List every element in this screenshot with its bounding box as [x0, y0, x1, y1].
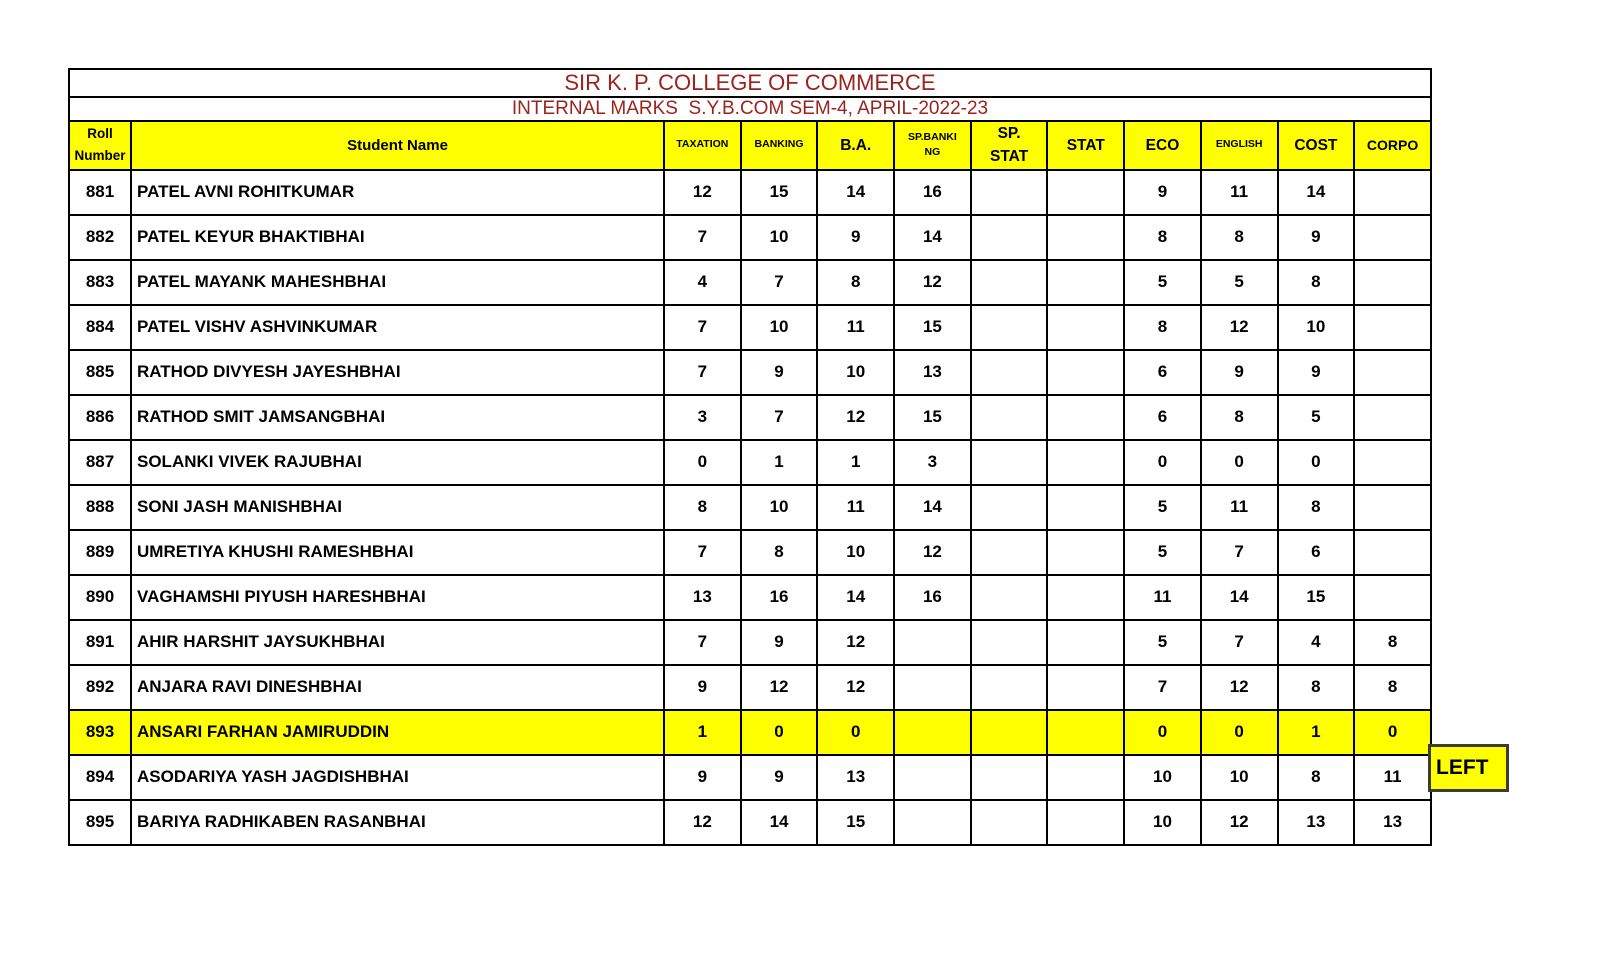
- student-name-cell: SOLANKI VIVEK RAJUBHAI: [131, 440, 664, 485]
- mark-cell-corpo: [1354, 350, 1431, 395]
- mark-cell-sp-banking: 3: [894, 440, 971, 485]
- mark-cell-sp-stat: [971, 710, 1048, 755]
- student-name-cell: VAGHAMSHI PIYUSH HARESHBHAI: [131, 575, 664, 620]
- mark-cell-stat: [1047, 260, 1124, 305]
- mark-cell-stat: [1047, 440, 1124, 485]
- mark-cell-sp-banking: 14: [894, 215, 971, 260]
- mark-cell-sp-banking: 14: [894, 485, 971, 530]
- mark-cell-english: 7: [1201, 530, 1278, 575]
- mark-cell-ba: 13: [817, 755, 894, 800]
- mark-cell-eco: 0: [1124, 440, 1201, 485]
- mark-cell-banking: 9: [741, 755, 818, 800]
- roll-number-cell: 892: [69, 665, 131, 710]
- mark-cell-taxation: 8: [664, 485, 741, 530]
- student-name-cell: PATEL AVNI ROHITKUMAR: [131, 170, 664, 215]
- table-row: [69, 620, 1431, 665]
- mark-cell-cost: 8: [1278, 665, 1355, 710]
- student-name-cell: SONI JASH MANISHBHAI: [131, 485, 664, 530]
- mark-cell-eco: 10: [1124, 800, 1201, 845]
- mark-cell-english: 5: [1201, 260, 1278, 305]
- mark-cell-taxation: 1: [664, 710, 741, 755]
- column-header-english: ENGLISH: [1201, 121, 1278, 170]
- mark-cell-taxation: 7: [664, 215, 741, 260]
- mark-cell-taxation: 12: [664, 800, 741, 845]
- mark-cell-corpo: 11: [1354, 755, 1431, 800]
- mark-cell-cost: 5: [1278, 395, 1355, 440]
- mark-cell-sp-banking: [894, 755, 971, 800]
- mark-cell-sp-stat: [971, 440, 1048, 485]
- mark-cell-english: 10: [1201, 755, 1278, 800]
- mark-cell-taxation: 4: [664, 260, 741, 305]
- mark-cell-banking: 7: [741, 395, 818, 440]
- mark-cell-stat: [1047, 755, 1124, 800]
- mark-cell-cost: 9: [1278, 215, 1355, 260]
- mark-cell-cost: 10: [1278, 305, 1355, 350]
- student-name-cell: RATHOD DIVYESH JAYESHBHAI: [131, 350, 664, 395]
- mark-cell-stat: [1047, 800, 1124, 845]
- mark-cell-sp-stat: [971, 395, 1048, 440]
- mark-cell-eco: 5: [1124, 620, 1201, 665]
- mark-cell-banking: 0: [741, 710, 818, 755]
- mark-cell-eco: 11: [1124, 575, 1201, 620]
- mark-cell-sp-banking: [894, 620, 971, 665]
- mark-cell-english: 14: [1201, 575, 1278, 620]
- mark-cell-banking: 8: [741, 530, 818, 575]
- roll-header-line2: Number: [74, 148, 126, 164]
- mark-cell-sp-banking: [894, 710, 971, 755]
- table-row: [69, 665, 1431, 710]
- college-title: SIR K. P. COLLEGE OF COMMERCE: [69, 69, 1431, 97]
- mark-cell-sp-banking: 13: [894, 350, 971, 395]
- mark-cell-eco: 0: [1124, 710, 1201, 755]
- mark-cell-corpo: [1354, 440, 1431, 485]
- mark-cell-english: 0: [1201, 710, 1278, 755]
- mark-cell-corpo: [1354, 485, 1431, 530]
- mark-cell-banking: 10: [741, 305, 818, 350]
- column-header-student-name: Student Name: [131, 121, 664, 170]
- mark-cell-corpo: 0: [1354, 710, 1431, 755]
- column-header-corpo: CORPO: [1354, 121, 1431, 170]
- mark-cell-banking: 14: [741, 800, 818, 845]
- table-row: [69, 440, 1431, 485]
- student-name-cell: PATEL KEYUR BHAKTIBHAI: [131, 215, 664, 260]
- table-row: [69, 755, 1431, 800]
- mark-cell-eco: 8: [1124, 305, 1201, 350]
- roll-number-cell: 889: [69, 530, 131, 575]
- mark-cell-sp-banking: 16: [894, 170, 971, 215]
- subtitle-row: [69, 97, 1431, 121]
- mark-cell-sp-stat: [971, 215, 1048, 260]
- mark-cell-banking: 1: [741, 440, 818, 485]
- mark-cell-corpo: [1354, 260, 1431, 305]
- student-name-cell: ANSARI FARHAN JAMIRUDDIN: [131, 710, 664, 755]
- mark-cell-corpo: 13: [1354, 800, 1431, 845]
- mark-cell-taxation: 7: [664, 305, 741, 350]
- roll-number-cell: 891: [69, 620, 131, 665]
- mark-cell-sp-banking: [894, 800, 971, 845]
- mark-cell-sp-banking: 15: [894, 305, 971, 350]
- mark-cell-stat: [1047, 710, 1124, 755]
- mark-cell-eco: 5: [1124, 260, 1201, 305]
- mark-cell-cost: 13: [1278, 800, 1355, 845]
- mark-cell-corpo: [1354, 530, 1431, 575]
- mark-cell-stat: [1047, 170, 1124, 215]
- mark-cell-taxation: 7: [664, 620, 741, 665]
- mark-cell-stat: [1047, 305, 1124, 350]
- column-header-cost: COST: [1278, 121, 1355, 170]
- roll-number-cell: 890: [69, 575, 131, 620]
- table-row: [69, 530, 1431, 575]
- mark-cell-cost: 8: [1278, 755, 1355, 800]
- roll-number-cell: 888: [69, 485, 131, 530]
- mark-cell-stat: [1047, 665, 1124, 710]
- mark-cell-sp-stat: [971, 620, 1048, 665]
- roll-number-cell: 893: [69, 710, 131, 755]
- mark-cell-banking: 10: [741, 215, 818, 260]
- mark-cell-sp-stat: [971, 260, 1048, 305]
- roll-number-cell: 887: [69, 440, 131, 485]
- mark-cell-taxation: 9: [664, 755, 741, 800]
- mark-cell-ba: 8: [817, 260, 894, 305]
- student-name-cell: AHIR HARSHIT JAYSUKHBHAI: [131, 620, 664, 665]
- internal-marks-table: [68, 68, 1432, 846]
- mark-cell-english: 11: [1201, 170, 1278, 215]
- mark-cell-sp-stat: [971, 530, 1048, 575]
- roll-number-cell: 883: [69, 260, 131, 305]
- mark-cell-stat: [1047, 530, 1124, 575]
- mark-cell-sp-stat: [971, 485, 1048, 530]
- mark-cell-english: 0: [1201, 440, 1278, 485]
- mark-cell-cost: 1: [1278, 710, 1355, 755]
- mark-cell-corpo: 8: [1354, 665, 1431, 710]
- mark-cell-eco: 8: [1124, 215, 1201, 260]
- mark-cell-eco: 9: [1124, 170, 1201, 215]
- roll-number-cell: 895: [69, 800, 131, 845]
- mark-cell-ba: 12: [817, 395, 894, 440]
- mark-cell-sp-stat: [971, 170, 1048, 215]
- mark-cell-corpo: [1354, 215, 1431, 260]
- mark-cell-english: 8: [1201, 395, 1278, 440]
- mark-cell-ba: 12: [817, 665, 894, 710]
- column-header-eco: ECO: [1124, 121, 1201, 170]
- mark-cell-ba: 11: [817, 485, 894, 530]
- mark-cell-cost: 15: [1278, 575, 1355, 620]
- mark-cell-sp-banking: 15: [894, 395, 971, 440]
- mark-cell-taxation: 3: [664, 395, 741, 440]
- mark-cell-eco: 5: [1124, 530, 1201, 575]
- table-row: [69, 395, 1431, 440]
- table-row: [69, 575, 1431, 620]
- mark-cell-corpo: [1354, 170, 1431, 215]
- mark-cell-english: 9: [1201, 350, 1278, 395]
- roll-number-cell: 881: [69, 170, 131, 215]
- column-header-stat: STAT: [1047, 121, 1124, 170]
- student-name-cell: PATEL MAYANK MAHESHBHAI: [131, 260, 664, 305]
- mark-cell-sp-banking: 16: [894, 575, 971, 620]
- student-name-cell: ANJARA RAVI DINESHBHAI: [131, 665, 664, 710]
- mark-cell-stat: [1047, 350, 1124, 395]
- mark-cell-corpo: [1354, 395, 1431, 440]
- mark-cell-ba: 14: [817, 170, 894, 215]
- mark-cell-ba: 9: [817, 215, 894, 260]
- roll-number-cell: 884: [69, 305, 131, 350]
- mark-cell-ba: 10: [817, 530, 894, 575]
- mark-cell-banking: 12: [741, 665, 818, 710]
- table-row: [69, 350, 1431, 395]
- mark-cell-taxation: 7: [664, 350, 741, 395]
- mark-cell-ba: 0: [817, 710, 894, 755]
- table-row: [69, 170, 1431, 215]
- mark-cell-banking: 15: [741, 170, 818, 215]
- mark-cell-ba: 12: [817, 620, 894, 665]
- mark-cell-banking: 16: [741, 575, 818, 620]
- student-name-cell: RATHOD SMIT JAMSANGBHAI: [131, 395, 664, 440]
- student-name-cell: BARIYA RADHIKABEN RASANBHAI: [131, 800, 664, 845]
- student-name-cell: UMRETIYA KHUSHI RAMESHBHAI: [131, 530, 664, 575]
- table-row: [69, 485, 1431, 530]
- mark-cell-sp-stat: [971, 575, 1048, 620]
- mark-cell-cost: 4: [1278, 620, 1355, 665]
- mark-cell-taxation: 13: [664, 575, 741, 620]
- mark-cell-sp-stat: [971, 755, 1048, 800]
- mark-cell-sp-banking: [894, 665, 971, 710]
- roll-number-cell: 882: [69, 215, 131, 260]
- mark-cell-banking: 7: [741, 260, 818, 305]
- student-name-cell: ASODARIYA YASH JAGDISHBHAI: [131, 755, 664, 800]
- left-status-note: LEFT: [1428, 744, 1509, 792]
- mark-cell-sp-stat: [971, 665, 1048, 710]
- title-row: [69, 69, 1431, 97]
- mark-cell-english: 11: [1201, 485, 1278, 530]
- mark-cell-banking: 10: [741, 485, 818, 530]
- column-header-sp-stat: SP. STAT: [971, 121, 1048, 170]
- mark-cell-stat: [1047, 485, 1124, 530]
- mark-cell-sp-banking: 12: [894, 530, 971, 575]
- roll-header-line1: Roll: [87, 125, 113, 141]
- mark-cell-sp-stat: [971, 800, 1048, 845]
- mark-cell-ba: 15: [817, 800, 894, 845]
- mark-cell-eco: 7: [1124, 665, 1201, 710]
- mark-cell-banking: 9: [741, 350, 818, 395]
- roll-number-cell: 885: [69, 350, 131, 395]
- mark-cell-cost: 0: [1278, 440, 1355, 485]
- mark-cell-english: 8: [1201, 215, 1278, 260]
- column-header-row: [69, 121, 1431, 170]
- mark-cell-cost: 9: [1278, 350, 1355, 395]
- mark-cell-corpo: [1354, 305, 1431, 350]
- table-row: [69, 800, 1431, 845]
- column-header-roll-number: [69, 121, 131, 170]
- mark-cell-stat: [1047, 395, 1124, 440]
- mark-cell-taxation: 12: [664, 170, 741, 215]
- mark-cell-taxation: 9: [664, 665, 741, 710]
- mark-cell-sp-stat: [971, 305, 1048, 350]
- mark-cell-ba: 1: [817, 440, 894, 485]
- mark-cell-eco: 10: [1124, 755, 1201, 800]
- column-header-taxation: TAXATION: [664, 121, 741, 170]
- mark-cell-cost: 14: [1278, 170, 1355, 215]
- roll-number-cell: 886: [69, 395, 131, 440]
- table-row: [69, 215, 1431, 260]
- table-row: [69, 305, 1431, 350]
- mark-cell-eco: 5: [1124, 485, 1201, 530]
- mark-cell-english: 12: [1201, 800, 1278, 845]
- report-subtitle: INTERNAL MARKS S.Y.B.COM SEM-4, APRIL-2022-23: [69, 97, 1431, 121]
- mark-cell-english: 7: [1201, 620, 1278, 665]
- mark-cell-cost: 8: [1278, 260, 1355, 305]
- mark-cell-corpo: [1354, 575, 1431, 620]
- mark-cell-ba: 11: [817, 305, 894, 350]
- mark-cell-sp-banking: 12: [894, 260, 971, 305]
- mark-cell-taxation: 0: [664, 440, 741, 485]
- mark-cell-ba: 14: [817, 575, 894, 620]
- mark-cell-eco: 6: [1124, 350, 1201, 395]
- mark-cell-stat: [1047, 575, 1124, 620]
- mark-cell-banking: 9: [741, 620, 818, 665]
- column-header-sp-banking: SP.BANKI NG: [894, 121, 971, 170]
- mark-cell-corpo: 8: [1354, 620, 1431, 665]
- mark-cell-taxation: 7: [664, 530, 741, 575]
- mark-cell-stat: [1047, 620, 1124, 665]
- table-row: [69, 710, 1431, 755]
- mark-cell-ba: 10: [817, 350, 894, 395]
- student-name-cell: PATEL VISHV ASHVINKUMAR: [131, 305, 664, 350]
- roll-number-cell: 894: [69, 755, 131, 800]
- mark-cell-english: 12: [1201, 665, 1278, 710]
- mark-cell-sp-stat: [971, 350, 1048, 395]
- column-header-banking: BANKING: [741, 121, 818, 170]
- mark-cell-cost: 8: [1278, 485, 1355, 530]
- mark-cell-eco: 6: [1124, 395, 1201, 440]
- column-header-ba: B.A.: [817, 121, 894, 170]
- table-row: [69, 260, 1431, 305]
- mark-cell-stat: [1047, 215, 1124, 260]
- mark-cell-cost: 6: [1278, 530, 1355, 575]
- mark-cell-english: 12: [1201, 305, 1278, 350]
